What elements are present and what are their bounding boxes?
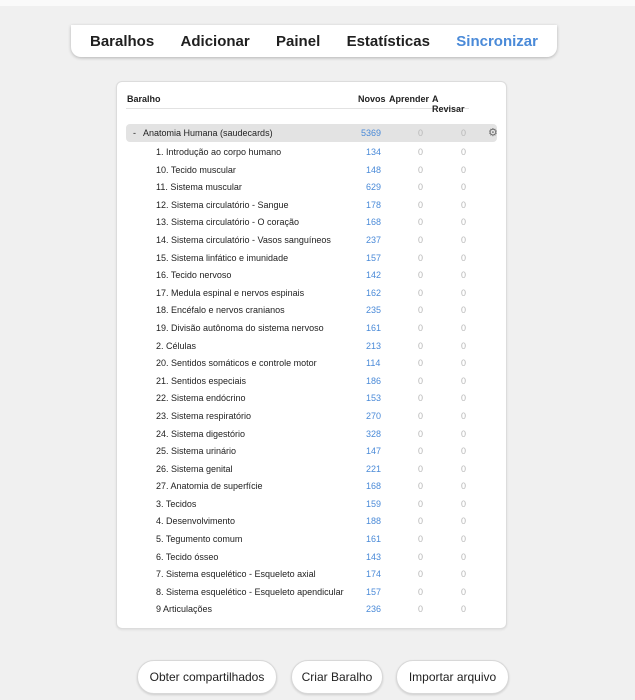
review-count: 0: [461, 463, 467, 474]
new-count: 328: [366, 428, 382, 439]
new-count: 270: [366, 410, 382, 421]
top-strip: [0, 0, 635, 6]
review-count: 0: [461, 375, 467, 386]
new-count: 629: [366, 182, 382, 193]
new-count: 186: [366, 375, 382, 386]
subdeck-row[interactable]: [117, 442, 506, 460]
learn-count: 0: [418, 287, 424, 298]
subdeck-name[interactable]: 12. Sistema circulatório - Sangue: [156, 199, 289, 210]
subdeck-name[interactable]: 6. Tecido ósseo: [156, 551, 219, 562]
tab-sync[interactable]: Sincronizar: [456, 32, 538, 50]
subdeck-row[interactable]: [117, 231, 506, 249]
parent-review-count: 0: [461, 128, 467, 138]
review-count: 0: [461, 270, 467, 281]
tab-stats[interactable]: Estatísticas: [346, 32, 430, 50]
header-review: A Revisar: [432, 94, 465, 114]
subdeck-name[interactable]: 18. Encéfalo e nervos cranianos: [156, 305, 285, 316]
new-count: 168: [366, 217, 382, 228]
subdeck-name[interactable]: 15. Sistema linfático e imunidade: [156, 252, 289, 263]
subdeck-row[interactable]: [117, 213, 506, 231]
new-count: 168: [366, 481, 382, 492]
review-count: 0: [461, 147, 467, 157]
deck-list-panel: [116, 81, 507, 629]
learn-count: 0: [418, 481, 424, 492]
subdeck-name[interactable]: 26. Sistema genital: [156, 463, 233, 474]
new-count: 161: [366, 322, 382, 333]
subdeck-name[interactable]: 11. Sistema muscular: [156, 182, 242, 193]
learn-count: 0: [418, 516, 424, 527]
learn-count: 0: [418, 428, 424, 439]
review-count: 0: [461, 446, 467, 457]
subdeck-row[interactable]: [117, 284, 506, 302]
review-count: 0: [461, 410, 467, 421]
review-count: 0: [461, 569, 467, 580]
review-count: 0: [461, 287, 467, 298]
learn-count: 0: [418, 182, 424, 193]
subdeck-row[interactable]: [117, 425, 506, 443]
subdeck-row[interactable]: [117, 319, 506, 337]
learn-count: 0: [418, 498, 424, 509]
subdeck-name[interactable]: 25. Sistema urinário: [156, 446, 237, 457]
subdeck-name[interactable]: 19. Divisão autônoma do sistema nervoso: [156, 322, 324, 333]
header-new: Novos: [358, 94, 386, 104]
subdeck-row[interactable]: [117, 196, 506, 214]
parent-deck-name[interactable]: Anatomia Humana (saudecards): [143, 128, 273, 138]
subdeck-row[interactable]: [117, 161, 506, 179]
subdeck-name[interactable]: 5. Tegumento comum: [156, 534, 243, 545]
new-count: 236: [366, 604, 382, 615]
subdeck-row[interactable]: [117, 583, 506, 601]
review-count: 0: [461, 604, 467, 615]
main-toolbar: [71, 25, 557, 57]
new-count: 161: [366, 534, 382, 545]
new-count: 147: [366, 446, 382, 457]
learn-count: 0: [418, 569, 424, 580]
subdeck-name[interactable]: 20. Sentidos somáticos e controle motor: [156, 358, 317, 369]
subdeck-name[interactable]: 14. Sistema circulatório - Vasos sanguíneos: [156, 234, 331, 245]
subdeck-row[interactable]: [117, 495, 506, 513]
review-count: 0: [461, 164, 467, 175]
new-count: 142: [366, 270, 382, 281]
learn-count: 0: [418, 410, 424, 421]
learn-count: 0: [418, 446, 424, 457]
review-count: 0: [461, 322, 467, 333]
subdeck-row[interactable]: [117, 337, 506, 355]
subdeck-name[interactable]: 21. Sentidos especiais: [156, 375, 247, 386]
review-count: 0: [461, 534, 467, 545]
learn-count: 0: [418, 604, 424, 615]
subdeck-row[interactable]: [117, 266, 506, 284]
subdeck-row[interactable]: [117, 548, 506, 566]
review-count: 0: [461, 305, 467, 316]
subdeck-name[interactable]: 16. Tecido nervoso: [156, 270, 232, 281]
learn-count: 0: [418, 358, 424, 369]
new-count: 157: [366, 586, 382, 597]
subdeck-name[interactable]: 2. Células: [156, 340, 197, 351]
review-count: 0: [461, 217, 467, 228]
parent-deck-row[interactable]: [126, 124, 497, 142]
review-count: 0: [461, 498, 467, 509]
review-count: 0: [461, 199, 467, 210]
learn-count: 0: [418, 393, 424, 404]
learn-count: 0: [418, 305, 424, 316]
new-count: 157: [366, 252, 382, 263]
review-count: 0: [461, 234, 467, 245]
subdeck-list: [117, 143, 506, 618]
new-count: 114: [366, 358, 381, 369]
subdeck-row[interactable]: [117, 389, 506, 407]
subdeck-row[interactable]: [117, 460, 506, 478]
collapse-toggle[interactable]: -: [133, 128, 136, 138]
new-count: 237: [366, 234, 382, 245]
review-count: 0: [461, 393, 467, 404]
subdeck-name[interactable]: 10. Tecido muscular: [156, 164, 236, 175]
new-count: 188: [366, 516, 382, 527]
header-learn: Aprender: [389, 94, 430, 104]
new-count: 153: [366, 393, 382, 404]
subdeck-row[interactable]: [117, 301, 506, 319]
review-count: 0: [461, 340, 467, 351]
review-count: 0: [461, 358, 467, 369]
review-count: 0: [461, 182, 467, 193]
subdeck-row[interactable]: [117, 354, 506, 372]
review-count: 0: [461, 252, 467, 263]
learn-count: 0: [418, 551, 424, 562]
subdeck-name[interactable]: 8. Sistema esquelético - Esqueleto apendicular: [156, 586, 344, 597]
new-count: 148: [366, 164, 382, 175]
learn-count: 0: [418, 147, 424, 157]
parent-learn-count: 0: [418, 128, 424, 138]
tab-add[interactable]: Adicionar: [180, 32, 250, 50]
subdeck-name[interactable]: 13. Sistema circulatório - O coração: [156, 217, 300, 228]
review-count: 0: [461, 481, 467, 492]
new-count: 174: [366, 569, 382, 580]
learn-count: 0: [418, 199, 424, 210]
subdeck-row[interactable]: [117, 178, 506, 196]
subdeck-row[interactable]: [117, 565, 506, 583]
subdeck-name[interactable]: 17. Medula espinal e nervos espinais: [156, 287, 305, 298]
review-count: 0: [461, 428, 467, 439]
create-deck-button[interactable]: Criar Baralho: [291, 660, 383, 694]
learn-count: 0: [418, 586, 424, 597]
subdeck-name[interactable]: 27. Anatomia de superfície: [156, 481, 263, 492]
learn-count: 0: [418, 252, 424, 263]
new-count: 221: [366, 463, 382, 474]
learn-count: 0: [418, 234, 424, 245]
new-count: 213: [366, 340, 382, 351]
subdeck-name[interactable]: 9 Articulações: [156, 604, 213, 615]
subdeck-row[interactable]: [117, 512, 506, 530]
new-count: 159: [366, 498, 382, 509]
table-header: [126, 94, 469, 114]
subdeck-row[interactable]: [117, 249, 506, 267]
subdeck-row[interactable]: [117, 407, 506, 425]
learn-count: 0: [418, 270, 424, 281]
learn-count: 0: [418, 164, 424, 175]
new-count: 134: [366, 147, 382, 157]
review-count: 0: [461, 551, 467, 562]
subdeck-row[interactable]: [117, 600, 506, 618]
subdeck-name[interactable]: 22. Sistema endócrino: [156, 393, 246, 404]
subdeck-row[interactable]: [117, 530, 506, 548]
review-count: 0: [461, 516, 467, 527]
gear-icon[interactable]: ⚙: [488, 127, 498, 139]
subdeck-name[interactable]: 23. Sistema respiratório: [156, 410, 252, 421]
subdeck-name[interactable]: 3. Tecidos: [156, 498, 197, 509]
review-count: 0: [461, 586, 467, 597]
subdeck-row[interactable]: [117, 372, 506, 390]
header-deck: Baralho: [127, 94, 161, 104]
new-count: 143: [366, 551, 382, 562]
subdeck-row[interactable]: [117, 477, 506, 495]
new-count: 162: [366, 287, 382, 298]
new-count: 235: [366, 305, 382, 316]
tab-browse[interactable]: Painel: [276, 32, 321, 50]
tab-decks[interactable]: Baralhos: [90, 32, 155, 50]
learn-count: 0: [418, 463, 424, 474]
subdeck-name[interactable]: 24. Sistema digestório: [156, 428, 246, 439]
learn-count: 0: [418, 340, 424, 351]
subdeck-name[interactable]: 1. Introdução ao corpo humano: [156, 147, 282, 157]
subdeck-row[interactable]: [117, 143, 506, 161]
subdeck-name[interactable]: 7. Sistema esquelético - Esqueleto axial: [156, 569, 316, 580]
learn-count: 0: [418, 322, 424, 333]
import-file-button[interactable]: Importar arquivo: [396, 660, 509, 694]
new-count: 178: [366, 199, 382, 210]
subdeck-name[interactable]: 4. Desenvolvimento: [156, 516, 236, 527]
learn-count: 0: [418, 217, 424, 228]
learn-count: 0: [418, 534, 424, 545]
get-shared-button[interactable]: Obter compartilhados: [137, 660, 277, 694]
parent-new-count: 5369: [361, 128, 382, 138]
learn-count: 0: [418, 375, 424, 386]
